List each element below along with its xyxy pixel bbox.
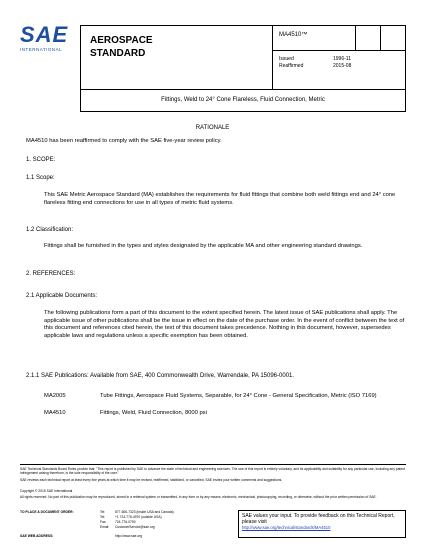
reference-id: MA2005	[44, 393, 66, 399]
fax-number: 724-776-0790	[115, 520, 136, 524]
title-line: AEROSPACE	[90, 35, 153, 46]
reference-title: Fittings, Weld, Fluid Connection, 8000 psi	[100, 410, 207, 416]
feedback-box	[238, 510, 406, 538]
reference-title: Tube Fittings, Aerospace Fluid Systems, Separable, for 24° Cone - General Specification, Metric (ISO 7169)	[100, 393, 377, 399]
order-label: TO PLACE A DOCUMENT ORDER:	[20, 510, 74, 514]
contact-label: Email:	[100, 525, 110, 529]
issued-value: 1996-11	[333, 56, 351, 62]
section-heading: 1.2 Classification:	[26, 227, 74, 233]
contact-label: Tel:	[100, 515, 106, 519]
footer-rights: All rights reserved. No part of this publication may be reproduced, stored in a retrieval system or transmitted, in any form or by any means, electronic, mechanical, photocopying, recording, or otherwise, without the prior written permission of SAE.	[20, 495, 377, 499]
web-link[interactable]: http://www.sae.org	[115, 534, 143, 538]
paragraph: The following publications form a part of this document to the extent specified herein. The latest issue of SAE publications shall apply. The applicable issue of other publications shall be the issue in effect on the date of the purchase order. In the event of conflict between the text of this document and references cited herein, the text of this document takes precedence. Nothing in this document, however, supersedes applicable laws and regulations unless a specific exemption has been obtained.	[44, 310, 405, 339]
section-heading: 1.1 Scope:	[26, 175, 55, 181]
web-label: SAE WEB ADDRESS:	[20, 534, 54, 538]
feedback-text: SAE values your input. To provide feedback on this Technical Report, please visit	[242, 513, 395, 525]
header-rule	[272, 50, 406, 51]
section-heading: 2.1.1 SAE Publications: Available from SAE, 400 Commonwealth Drive, Warrendale, PA 15096-0001.	[26, 373, 295, 379]
rationale-text: MA4510 has been reaffirmed to comply with the SAE five-year review policy.	[26, 138, 222, 144]
header-divider	[355, 25, 356, 50]
logo-subtext: INTERNATIONAL	[20, 47, 63, 52]
footer-disclaimer: SAE Technical Standards Board Rules provide that: "This report is published by SAE to advance the state of technical and engineering sciences. The use of this report is entirely voluntary, and its applicability and suitability for any particular use, including any patent infringement arising therefrom, is the sole responsibility of the user."	[20, 467, 405, 476]
footer-copyright: Copyright © 2015 SAE International	[20, 489, 73, 493]
paragraph: Fittings shall be furnished in the types and styles designated by the applicable MA and other engineering standard drawings.	[44, 243, 363, 249]
feedback-link[interactable]: http://www.sae.org/technical/standards/MA4510	[242, 525, 331, 530]
title-line: STANDARD	[90, 48, 146, 59]
reference-id: MA4510	[44, 410, 66, 416]
section-heading: 2.1 Applicable Documents:	[26, 293, 98, 299]
reaffirmed-value: 2015-08	[333, 63, 352, 69]
paragraph: This SAE Metric Aerospace Standard (MA) establishes the requirements for fluid fittings that combine both weld fittings end and 24° cone flareless fitting end connections for use in all types of metric fluid systems.	[44, 192, 396, 206]
section-heading: 1. SCOPE:	[26, 157, 56, 163]
phone-link[interactable]: +1 724-776-4970 (outside USA)	[115, 515, 162, 519]
section-heading: 2. REFERENCES:	[26, 271, 76, 277]
contact-label: Tel:	[100, 510, 106, 514]
header-divider	[380, 25, 381, 50]
sae-logo	[20, 24, 72, 52]
issued-label: Issued	[279, 56, 294, 62]
document-type-title	[90, 34, 153, 60]
document-subtitle: Fittings, Weld to 24° Cone Flareless, Fluid Connection, Metric	[161, 97, 325, 103]
contact-label: Fax:	[100, 520, 107, 524]
phone-link[interactable]: 877-606-7323 (inside USA and Canada)	[115, 510, 174, 514]
email-link[interactable]: CustomerService@sae.org	[115, 525, 155, 529]
logo-mark: SAE	[20, 22, 69, 47]
footer-review-note: SAE reviews each technical report at least every five years at which time it may be revised, reaffirmed, stabilized, or cancelled. SAE invites your written comments and suggestions.	[20, 478, 283, 482]
document-number: MA4510™	[279, 32, 308, 38]
header-divider	[272, 25, 273, 90]
rationale-heading: RATIONALE	[195, 125, 230, 131]
reaffirmed-label: Reaffirmed	[279, 63, 304, 69]
footer-rule	[20, 464, 406, 465]
